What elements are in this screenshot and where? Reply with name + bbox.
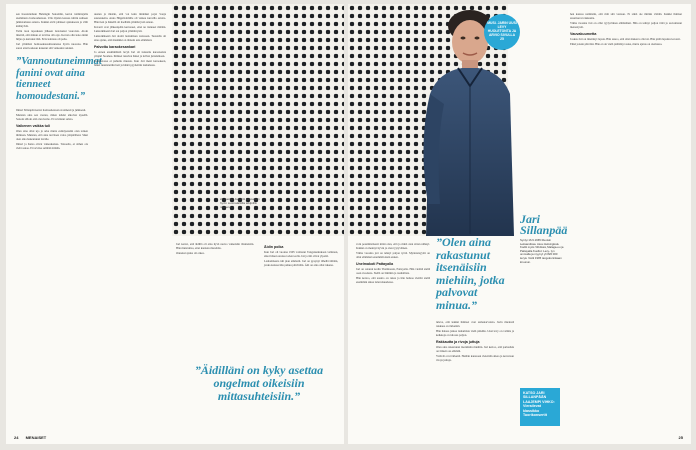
page-number-left: 24 MENAISET (14, 435, 47, 440)
paragraph: Joskus Jari on miettinyt lapsia. Hän sanoo, että olisi mukava olla isä. Hän pitää lapsista kovasti. (570, 37, 681, 41)
subheading: Palvottu karaokesankari (94, 45, 136, 49)
profile-name: Jari Sillanpää (520, 212, 568, 237)
subheading: Unelmakoti Pattayalla (356, 262, 394, 266)
right-column-3 (570, 12, 682, 432)
page-number-right: 25 (678, 435, 683, 440)
paragraph: Ilmari Sillanpää kertoi homoudestaan avoimesti ja julkisesti. (16, 108, 87, 112)
paragraph: Tulin tuon tapauksen jälkeen tietoiseksi vaaroista. Aloin miettiä, että minun ei tarvitse olla ujo. Kerran olin koko ikäni hiljaa ja kartanut tätä. Eräs kohtaus oli paha. (16, 29, 88, 41)
subheading: Äidin poika (264, 245, 284, 249)
new-album-badge: MUSI. JARIN UUSI LEVY HUOLETONTA JA ARVIO SIVULLA 25 (484, 14, 520, 50)
paragraph: Jo ennen ensimmäistä levyä Jari oli tunnettu karaokeista ympäri Suomea. Ihmiset tunsivat hänet ja tulivat juttelemaan. (94, 50, 166, 58)
paragraph: Ehkä jonain päivänä. Hän ei ole vielä päättänyt asiaa, mutta ajatus on olemassa. (570, 42, 663, 46)
subheading: Vaikenen vaikka tuli (16, 124, 50, 128)
paragraph: Viime vuosina jari on tehnyt paljon työtä. Myönteisyyttä on ollut elämässä enemmän kuin ennen. (356, 251, 430, 259)
pull-quote-right: ”Olen aina rakastunut itsenäisiin miehiin, jotka palvovat minua.” (436, 235, 505, 312)
paragraph: Kaverit ovat jälkeenpäin kertoneet, ettei ne tienneet mitään. Lukioikäisenä Jari sai paljon ymmärrystä. (94, 25, 166, 33)
paragraph: Laulamisesta tuli pian ammatti. Jari on pysynyt lähellä äitiään, jonka kanssa hän puhuu päivittäin. Äiti on aina ollut tukena. (264, 259, 338, 267)
paragraph: tuleva, että kaikki ihmiset ovat samanarvoisia. Jarin mielestä rakkaus on tärkeintä. (436, 320, 514, 328)
paragraph: Olen aina ollut ujo ja arka mutta esiintyessäni olen toinen ihminen. Muistan, että aina tarvitsen valoa ympärilleni. Siksi olen aina hakeutunut lavalle. (16, 129, 88, 141)
right-column-1 (356, 242, 430, 432)
paragraph: Hän haluaa jatkaa laulamista vielä pitkään. Uusi levy on valmis ja keikkoja on tulossa paljon. (436, 329, 514, 337)
photo-caption: 24-vuotias Jari eriti kokoaiken hyvin suomalaisilla tekijöillä nuorena. (220, 197, 260, 209)
promo-box: KATSO JARI SILLANPÄÄN LAAJEMPI VIHKO: Vierailevat klassikko Tuorikonsertit (520, 388, 560, 426)
paragraph: Hän kertoo, että asunto on rakas ja hän haluaa viettää siellä enemmän aikaa tulevaisuudessa. (356, 276, 430, 284)
paragraph: Jari on ostanut kodin Thaimaasta, Pattayalta. Hän viettää siellä osan vuodesta. Siellä on lämmin ja rauhallista. (356, 267, 430, 275)
pull-quote-bottom: ”Äidilläni on kyky asettaa ongelmat oikeisiin mittasuhteisiin.” (194, 363, 324, 403)
paragraph: Viime vuosina Jari on ollut tyytyväinen elämäänsä. Hän on tehnyt paljon töitä ja saavuttanut menestystä. (570, 21, 682, 29)
paragraph: Jari ymmärsi homoseksuaalisuutensa hyvin nuorena. Hän sanoi ettei koskaan kokenut sitä vaikeaksi asiaksi. (16, 42, 88, 50)
paragraph: voin pessimistisesti minä olen, että ja minä olen sitten nähnyt. Kaikki on mennyt hyvin ja olen tyytyväinen. (356, 242, 430, 250)
left-column-1 (16, 12, 102, 432)
pull-quote-left: ”Vannoutuneimmat fanini ovat aina tienneet homoudestani.” (16, 56, 102, 102)
paragraph: uusien ja mistän, että voi kuin miniäksi pojat Sonja suurennettu. Anna Hägerholmille oli vaikea kuvailla asioita. Hän tiesi ja hänellä oli itsellään ymmärrystä asiaan. (94, 12, 166, 24)
subheading: Rakkautta ja rivoja juttuja (436, 340, 480, 344)
left-page (6, 4, 344, 444)
paragraph: Olen aina rakastunut itsenäisiin miehiin. Jari kertoo, että parisuhde on tärkeä osa elämää. (436, 345, 514, 353)
paragraph: sen haastatteluun Helsingin Sanomiin, kertoi toimittajalle aiemmasta homoudestaan. Ulla Ojalan kanssa tultiin suhteen julkistamaan asiasta. Kaikki eivät pitäneet ajatuksesta ja välit kääntyivät. (16, 12, 88, 28)
paragraph: hen kanssa naimisiin, että miä sitä vastaan. Ei siinä ole mitään väärää. Kaikki ihmiset ansaitsevat rakkautta. (570, 12, 682, 20)
paragraph: Ilmari ja Kaisa olivat vaikeuksissa. Toisaalta, ei siihen ole vielä sanaa. Ei tarvitse selittää mitään. (16, 142, 88, 150)
right-column-2 (436, 320, 514, 432)
paragraph: Onneksi ajatus oli oikea. (176, 251, 205, 255)
subheading: Vauvakuumetta (570, 32, 597, 36)
right-page (348, 4, 691, 444)
paragraph: Televisiossa ei puhuttu muusta. Kun Jari meni karaokeen, hänet tunnistettiin heti ja häntä pyydettiin laulamaan. (94, 59, 166, 67)
paragraph: Kun Jari oli vuonna 1995 voittanut Tangokuninkaan valinnan, alkoi hänen uransa toden teolla. Isä ja äiti olivat ylpeitä. (264, 250, 338, 258)
paragraph: Lukioikäisenä Jari aloitti laulamisen tosissaan. Taustalla oli aina ajatus, että musiikki on tärkein asia elämässä. (94, 34, 166, 42)
left-column-2 (94, 12, 166, 432)
left-column-2b (176, 242, 254, 352)
paragraph: Jari kertoi, että äidillä oli aina hyvä neuvo vaikeisiin tilanteisiin. Hän muistuttaa, ettei kannata murehtia. (176, 242, 254, 250)
profile-factbox (520, 212, 568, 264)
profile-facts: Syntyi 16.9.1965 Ruotsin Leksandissa. Asuu Helsingissä. Koditi myös Vihdissä, Malaga-uu ja Pattayalla Kuollut: Levy- tyn ommalla ja myynyt yli 820 000 levyä. Voitti 1995 tangokuninkaan kruunun. (520, 238, 564, 264)
paragraph: Muistan aina sen vaaran, miten lehdet alkoivat kysellä. Sanoin silloin että olen homo. Ei tarvinnut salata. (16, 113, 88, 121)
left-column-3 (264, 242, 338, 352)
paragraph: Ystävät ovat tärkeitä. Heidän kanssaan vietetään aikaa ja kerrotaan rivoja juttuja. (436, 354, 514, 362)
